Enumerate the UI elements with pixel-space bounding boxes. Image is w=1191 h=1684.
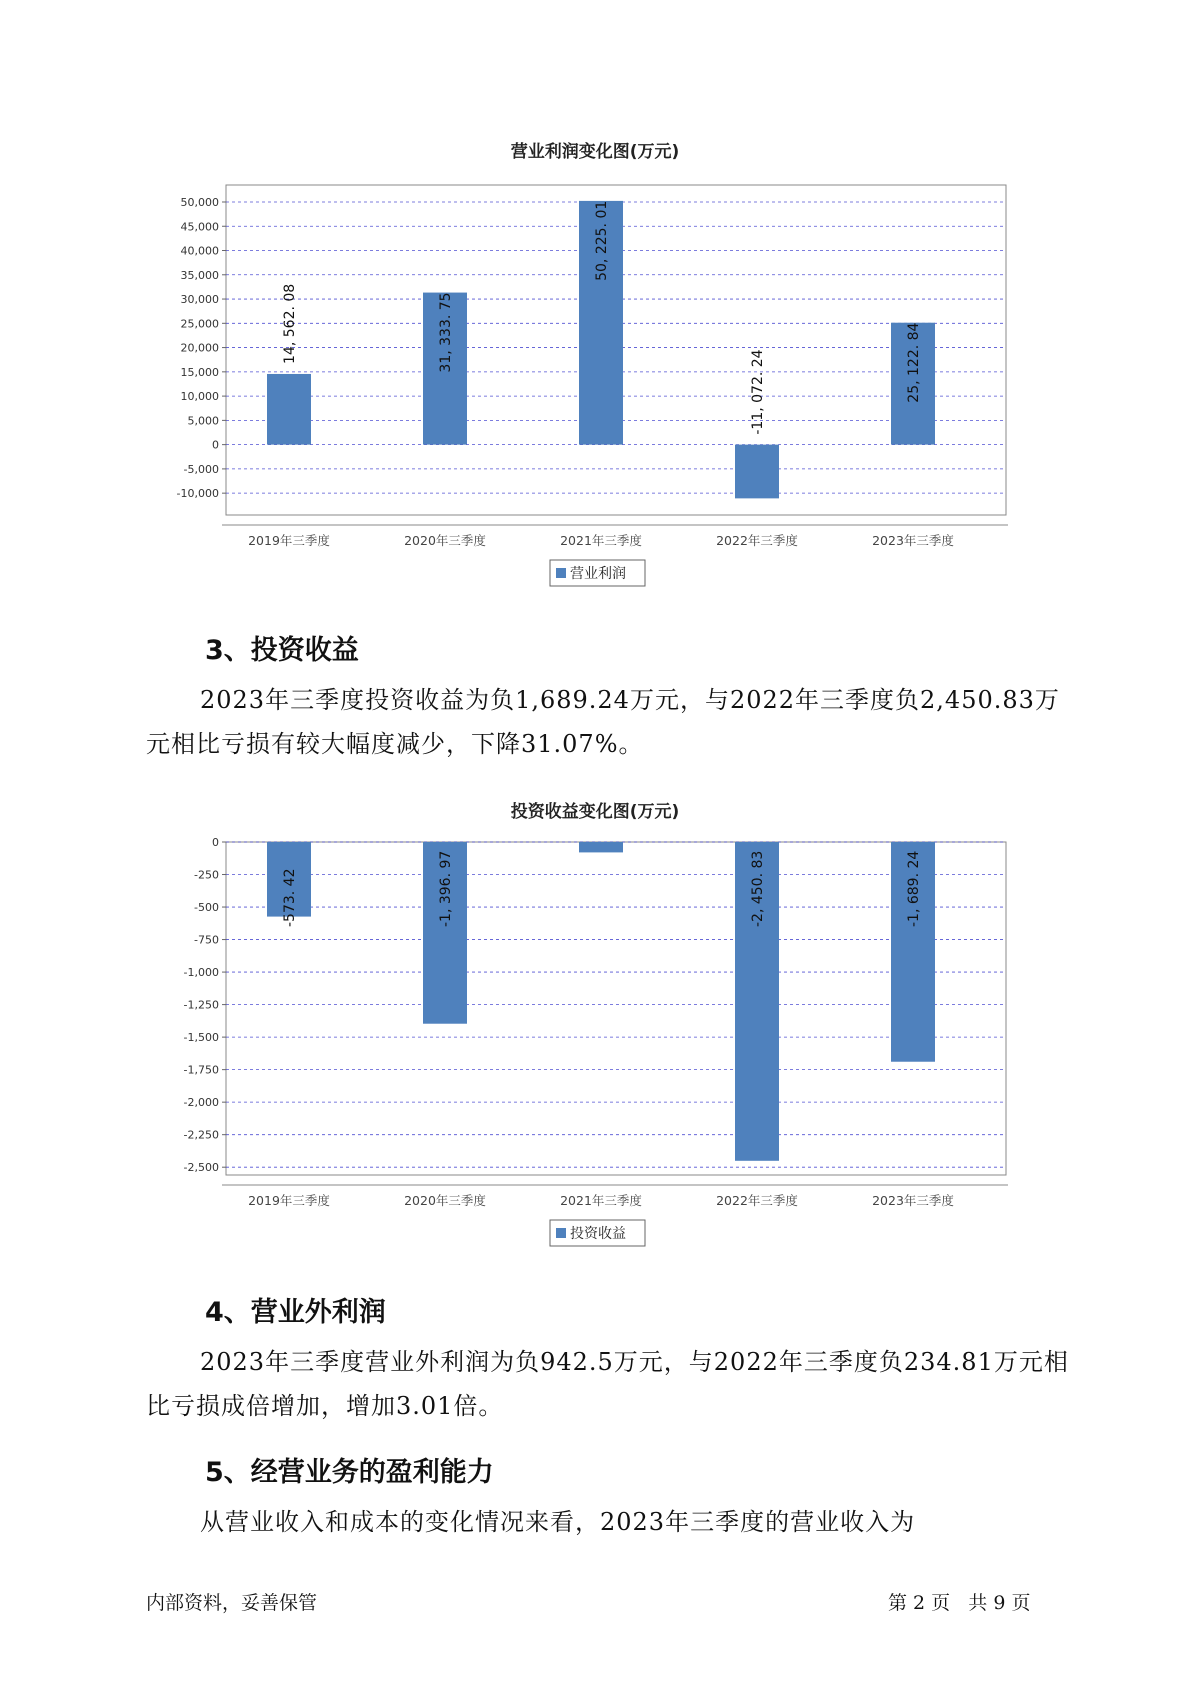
legend-swatch <box>556 568 566 578</box>
y-tick-label: 30,000 <box>180 293 219 307</box>
x-tick-label: 2019年三季度 <box>248 1193 330 1208</box>
data-label: 14, 562. 08 <box>282 283 298 364</box>
y-tick-label: 10,000 <box>180 390 219 404</box>
y-tick-label: 35,000 <box>180 268 219 282</box>
y-tick-label: -1,000 <box>183 966 219 980</box>
x-tick-label: 2023年三季度 <box>872 1193 954 1208</box>
operating-profit-chart-svg <box>0 130 1191 600</box>
y-tick-label: 50,000 <box>180 195 219 209</box>
operating-profit-chart <box>0 130 1191 600</box>
y-tick-label: 0 <box>212 836 219 849</box>
y-tick-label: -1,750 <box>183 1063 219 1077</box>
y-tick-label: -1,250 <box>183 998 219 1012</box>
y-tick-label: 5,000 <box>187 414 219 428</box>
investment-income-chart-svg <box>0 790 1191 1260</box>
y-tick-label: -5,000 <box>183 462 219 476</box>
section-5-paragraph: 从营业收入和成本的变化情况来看，2023年三季度的营业收入为 <box>200 1508 916 1536</box>
y-tick-label: -10,000 <box>176 487 219 501</box>
footer-page-number: 第 2 页 共 9 页 <box>888 1592 1031 1614</box>
y-tick-label: -2,500 <box>183 1161 219 1175</box>
chart-title: 营业利润变化图(万元) <box>510 142 680 162</box>
investment-income-chart <box>0 790 1191 1260</box>
data-label: 50, 225. 01 <box>594 200 610 281</box>
x-tick-label: 2020年三季度 <box>404 1193 486 1208</box>
y-tick-label: 15,000 <box>180 365 219 379</box>
x-tick-label: 2022年三季度 <box>716 533 798 548</box>
plot-area <box>226 842 1006 1175</box>
y-tick-label: -2,000 <box>183 1096 219 1110</box>
x-tick-label: 2021年三季度 <box>560 533 642 548</box>
x-tick-label: 2022年三季度 <box>716 1193 798 1208</box>
bar <box>579 842 623 852</box>
bar <box>267 374 311 445</box>
footer-confidential-note: 内部资料，妥善保管 <box>146 1592 318 1614</box>
x-tick-label: 2020年三季度 <box>404 533 486 548</box>
data-label: 25, 122. 84 <box>906 322 922 403</box>
y-tick-label: -2,250 <box>183 1128 219 1142</box>
section-3-heading: 3、投资收益 <box>205 635 359 666</box>
bar <box>735 445 779 499</box>
y-tick-label: -1,500 <box>183 1031 219 1045</box>
x-tick-label: 2023年三季度 <box>872 533 954 548</box>
legend-label: 营业利润 <box>570 566 626 582</box>
section-3-paragraph: 2023年三季度投资收益为负1,689.24万元，与2022年三季度负2,450.83万元相比亏损有较大幅度减少，下降31.07%。 <box>146 686 1060 758</box>
chart-title: 投资收益变化图(万元) <box>510 802 680 822</box>
y-tick-label: -500 <box>194 901 219 915</box>
y-tick-label: -750 <box>194 933 219 947</box>
y-tick-label: 40,000 <box>180 244 219 258</box>
section-5-heading: 5、经营业务的盈利能力 <box>205 1457 494 1488</box>
y-tick-label: 45,000 <box>180 220 219 234</box>
x-tick-label: 2019年三季度 <box>248 533 330 548</box>
data-label: 31, 333. 75 <box>438 292 454 373</box>
section-4-paragraph: 2023年三季度营业外利润为负942.5万元，与2022年三季度负234.81万元相比亏损成倍增加，增加3.01倍。 <box>146 1348 1069 1420</box>
y-tick-label: -250 <box>194 868 219 882</box>
section-4-heading: 4、营业外利润 <box>205 1297 386 1328</box>
y-tick-label: 25,000 <box>180 317 219 331</box>
y-tick-label: 0 <box>212 438 219 452</box>
data-label: -11, 072. 24 <box>750 349 766 435</box>
data-label: -573. 42 <box>282 868 298 927</box>
data-label: -1, 396. 97 <box>438 850 454 927</box>
y-tick-label: 20,000 <box>180 341 219 355</box>
x-tick-label: 2021年三季度 <box>560 1193 642 1208</box>
legend-label: 投资收益 <box>570 1226 626 1242</box>
legend-swatch <box>556 1228 566 1238</box>
data-label: -1, 689. 24 <box>906 850 922 927</box>
data-label: -2, 450. 83 <box>750 850 766 927</box>
